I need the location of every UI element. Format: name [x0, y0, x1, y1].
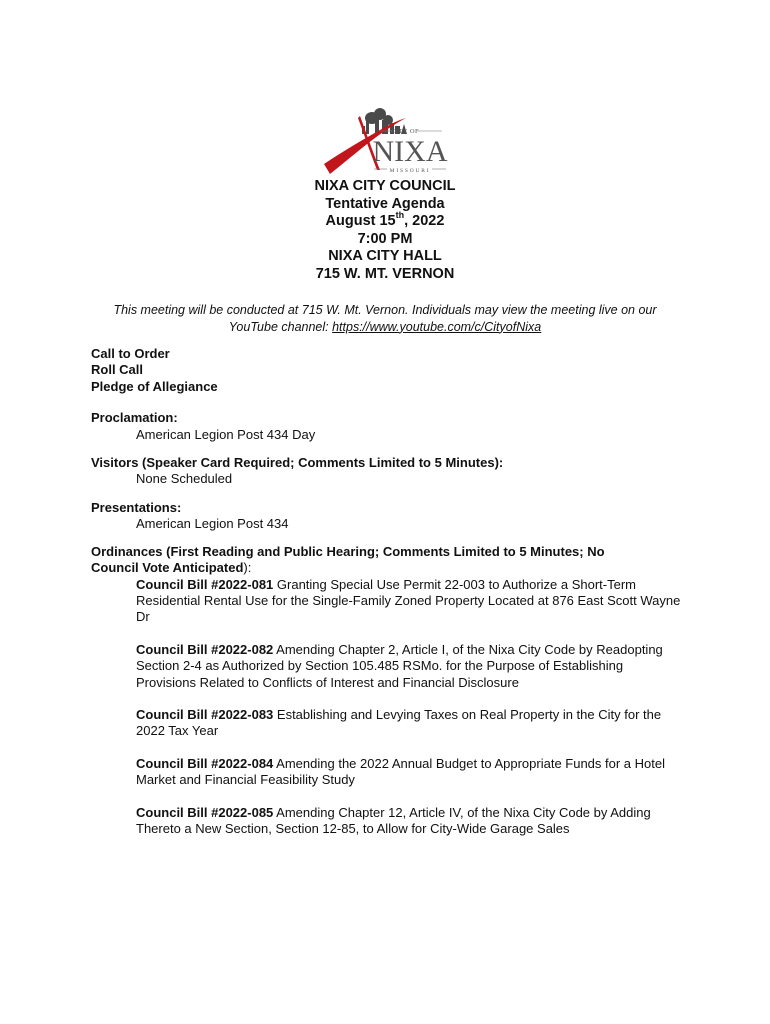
- bill-description: Establishing and Levying Taxes on Real Property in the City for the 2022 Tax Year: [136, 707, 662, 739]
- council-bill-2022-082: [91, 642, 681, 691]
- city-of-nixa-logo: [322, 106, 448, 176]
- proclamation-item: American Legion Post 434 Day: [136, 426, 316, 442]
- bill-description: Granting Special Use Permit 22-003 to Authorize a Short-Term Residential Rental Use for the Single-Family Zoned Property Located at 876 East Scott Wayne Dr: [136, 576, 681, 625]
- notice-line-2-prefix: YouTube channel:: [228, 319, 333, 334]
- meeting-date-year: , 2022: [404, 213, 445, 230]
- bill-number: Council Bill #2022-083: [136, 707, 274, 723]
- visitors-item: None Scheduled: [136, 471, 233, 487]
- meeting-date-suffix: th: [395, 210, 405, 221]
- ordinances-heading-vote: Council Vote Anticipated: [91, 560, 244, 576]
- bill-description: Amending Chapter 2, Article I, of the Nixa City Code by Readopting Section 2-4 as Authorized by Section 105.485 RSMo. for the Purpose of Establishing Provisions Related to Conflicts of Interest and Financial Disclosure: [136, 641, 663, 690]
- bill-description: Amending Chapter 12, Article IV, of the Nixa City Code by Adding Thereto a New Section, Section 12-85, to Allow for City-Wide Garage Sales: [136, 804, 651, 837]
- meeting-time: 7:00 PM: [357, 230, 413, 247]
- council-bill-2022-084: [91, 756, 681, 789]
- agenda-body: [91, 346, 691, 838]
- meeting-date-main: August 15: [325, 213, 396, 230]
- bill-number: Council Bill #2022-082: [136, 641, 274, 657]
- council-bill-2022-085: [91, 805, 681, 838]
- presentations-item: American Legion Post 434: [136, 515, 289, 531]
- nixa-logo-graphic: [322, 106, 448, 176]
- logo-missouri-text: MISSOURI: [389, 168, 431, 174]
- notice-line-2: [0, 319, 770, 336]
- agenda-header: [0, 178, 770, 284]
- ordinances-heading-close: ):: [243, 560, 252, 576]
- council-bill-2022-083: [91, 707, 681, 740]
- ordinances-heading: [91, 544, 691, 577]
- visitors-heading: Visitors (Speaker Card Required; Comments Limited to 5 Minutes):: [91, 454, 504, 470]
- bill-number: Council Bill #2022-081: [136, 576, 274, 592]
- ordinances-heading-line-2: [91, 560, 691, 576]
- agenda-item-roll-call: Roll Call: [91, 362, 144, 378]
- council-title: NIXA CITY COUNCIL: [314, 178, 456, 194]
- bill-number: Council Bill #2022-085: [136, 804, 274, 820]
- meeting-location: NIXA CITY HALL: [328, 248, 442, 265]
- logo-city-of-text: CITY OF: [390, 128, 420, 135]
- agenda-item-pledge: Pledge of Allegiance: [91, 378, 218, 394]
- logo-nixa-text: NIXA: [372, 135, 448, 168]
- proclamation-heading: Proclamation:: [91, 410, 178, 426]
- presentations-heading: Presentations:: [91, 499, 182, 515]
- ordinances-heading-line-1: Ordinances (First Reading and Public Hearing; Comments Limited to 5 Minutes; No: [91, 544, 605, 560]
- agenda-item-call-to-order: Call to Order: [91, 346, 170, 361]
- bill-number: Council Bill #2022-084: [136, 756, 274, 772]
- bill-description: Amending the 2022 Annual Budget to Appropriate Funds for a Hotel Market and Financial Feasibility Study: [136, 756, 666, 788]
- meeting-notice: [0, 302, 770, 335]
- agenda-type: Tentative Agenda: [325, 195, 445, 212]
- meeting-address: 715 W. MT. VERNON: [315, 265, 455, 282]
- meeting-date: [0, 210, 770, 231]
- notice-line-1: This meeting will be conducted at 715 W. Mt. Vernon. Individuals may view the meeting live on our: [113, 303, 657, 317]
- youtube-channel-link[interactable]: https://www.youtube.com/c/CityofNixa: [332, 319, 542, 334]
- council-bill-2022-081: [91, 577, 681, 626]
